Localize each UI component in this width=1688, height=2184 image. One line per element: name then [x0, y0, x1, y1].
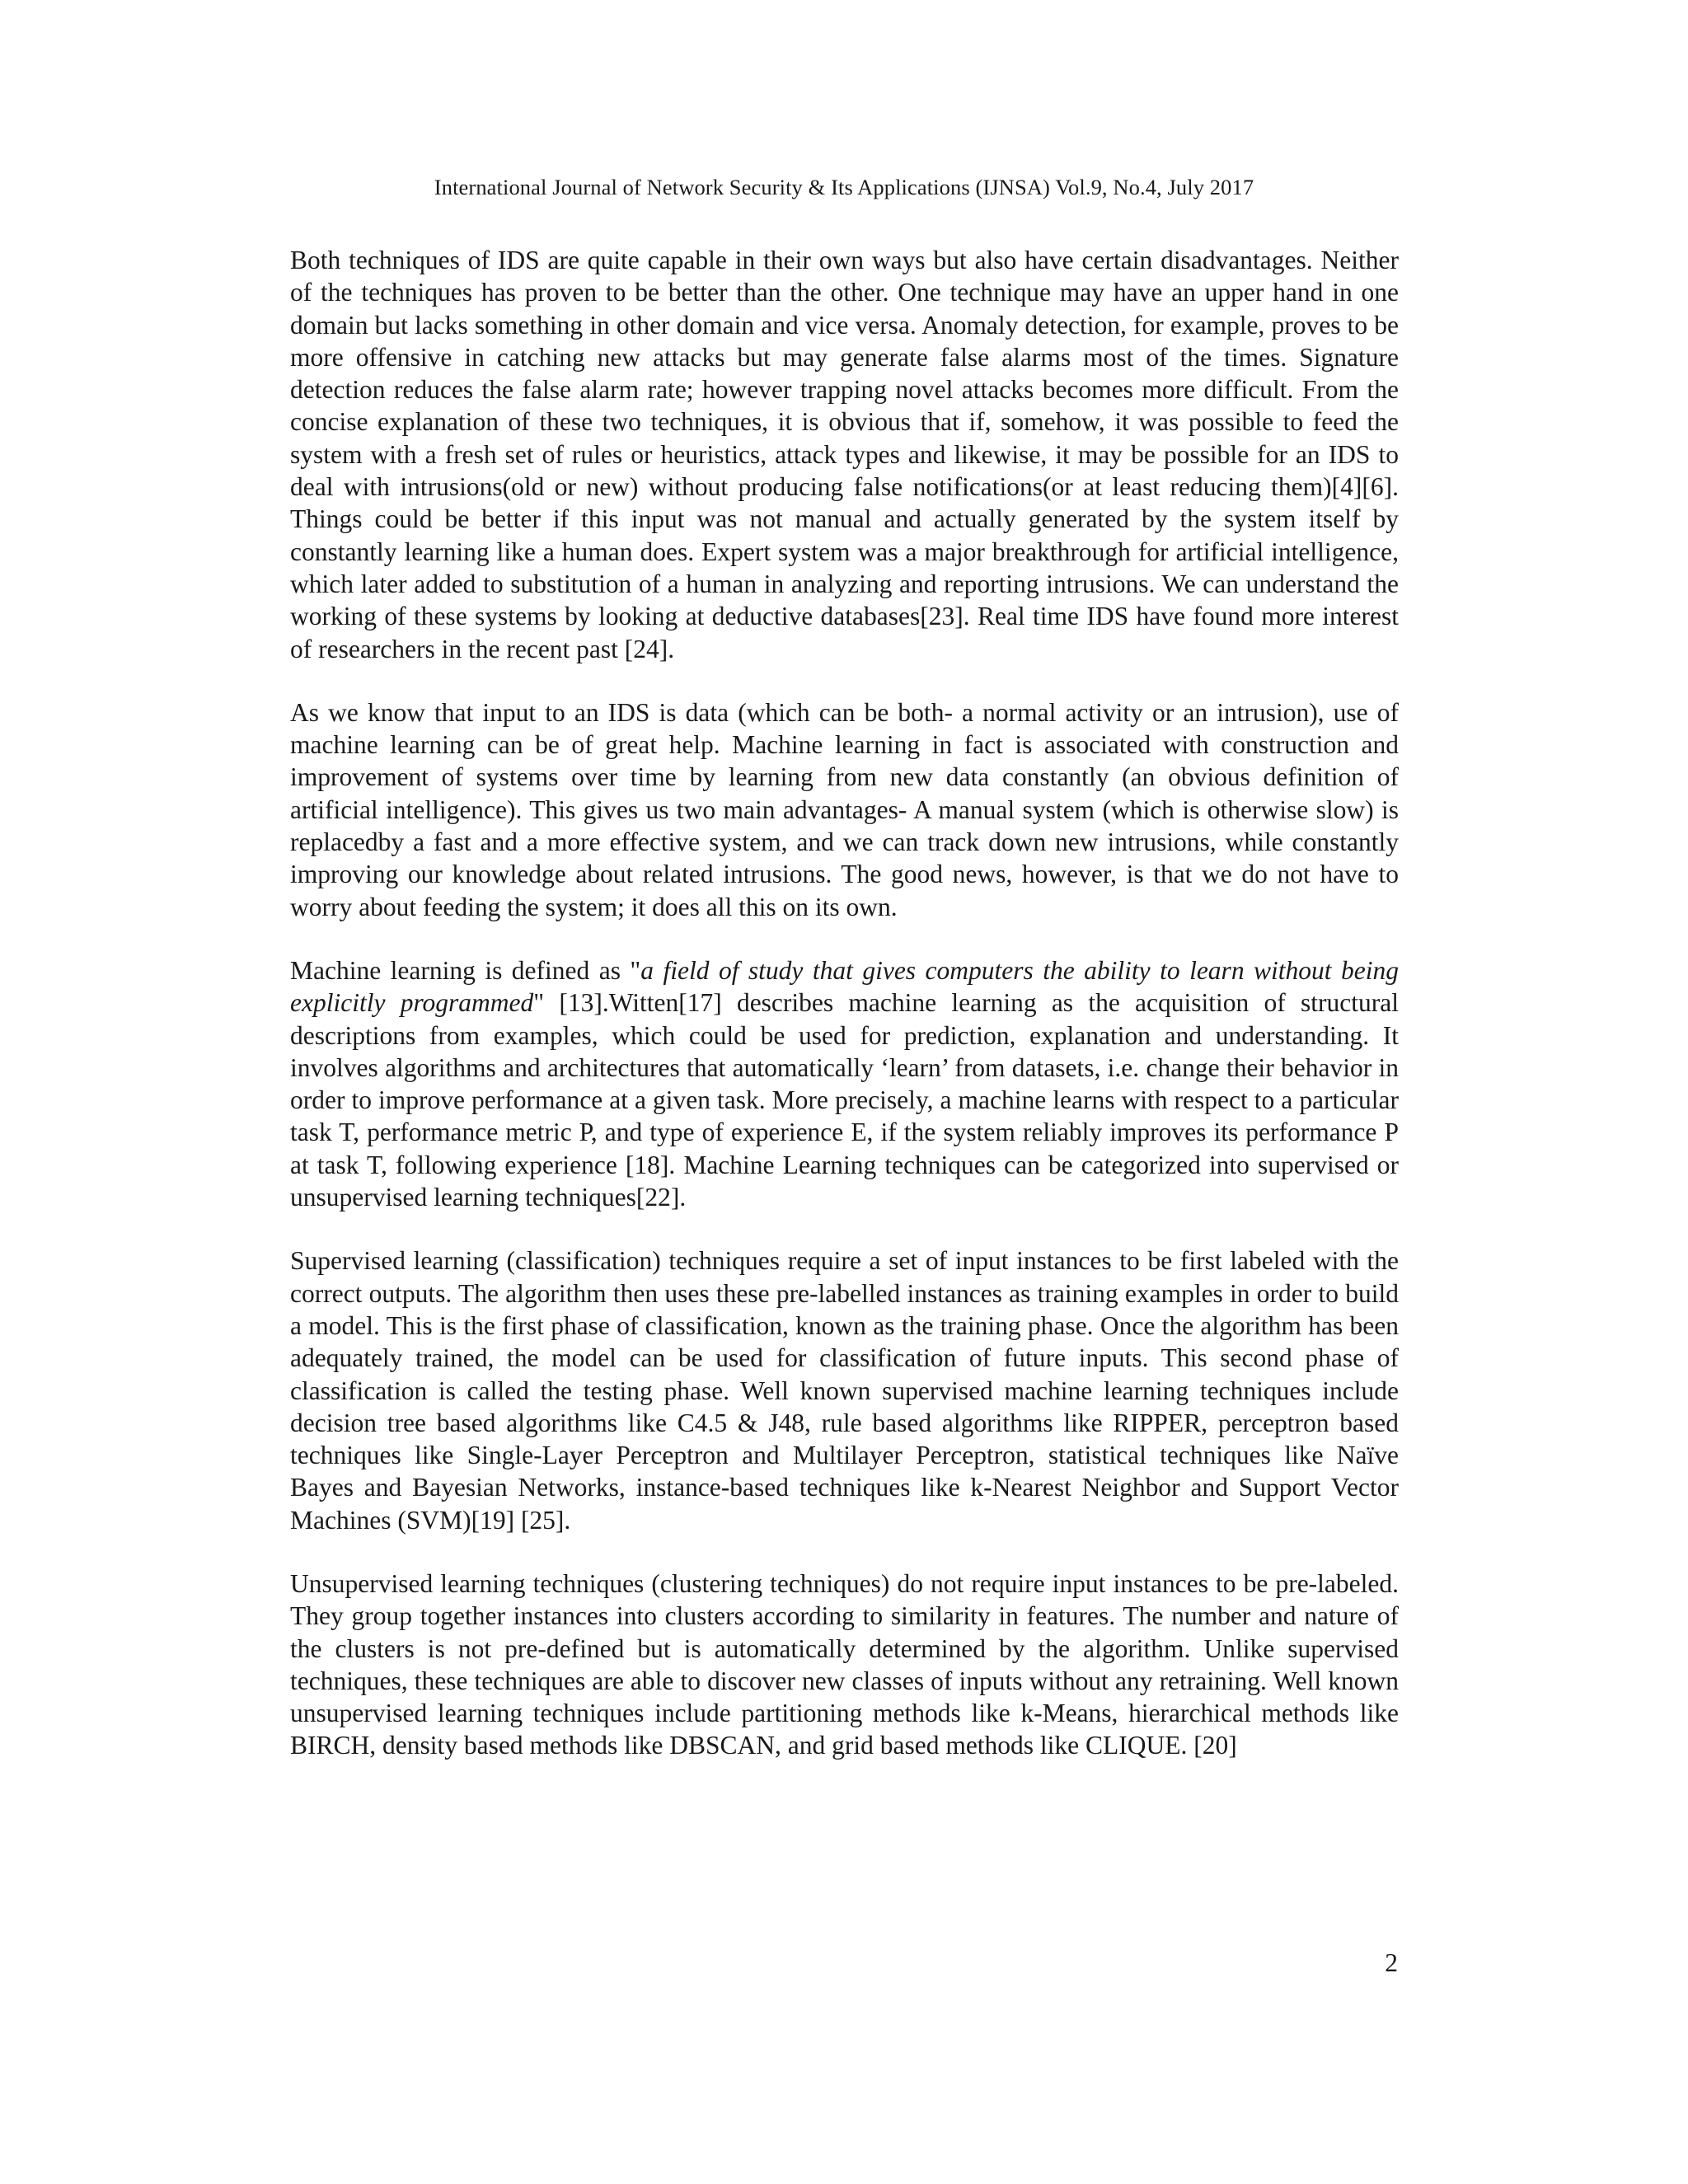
paragraph-ids-input-data: As we know that input to an IDS is data (which can be both- a normal activity or an intrusion), use of machine learning can be of great help. Machine learning in fact is associated with construction and improvement of systems over time by learning from new data constantly (an obvious definition of artificial intelligence). This gives us two main advantages- A manual system (which is otherwise slow) is replacedby a fast and a more effective system, and we can track down new intrusions, while constantly improving our knowledge about related intrusions. The good news, however, is that we do not have to worry about feeding the system; it does all this on its own. [290, 697, 1399, 921]
paragraph-unsupervised-learning: Unsupervised learning techniques (clustering techniques) do not require input instances to be pre-labeled. They group together instances into clusters according to similarity in features. The number and nature of the clusters is not pre-defined but is automatically determined by the algorithm. Unlike supervised techniques, these techniques are able to discover new classes of inputs without any retraining. Well known unsupervised learning techniques include partitioning methods like k-Means, hierarchical methods like BIRCH, density based methods like DBSCAN, and grid based methods like CLIQUE. [20] [290, 1568, 1399, 1760]
paragraph-ml-definition [290, 954, 1399, 1213]
body-text [290, 244, 1399, 1793]
ml-definition-quote: a field of study that gives computers the ability to learn without being explicitly programmed [290, 955, 1399, 1018]
journal-header: International Journal of Network Security & Its Applications (IJNSA) Vol.9, No.4, July 2017 [434, 175, 1254, 199]
paragraph-supervised-learning: Supervised learning (classification) techniques require a set of input instances to be first labeled with the correct outputs. The algorithm then uses these pre-labelled instances as training examples in order to build a model. This is the first phase of classification, known as the training phase. Once the algorithm has been adequately trained, the model can be used for classification of future inputs. This second phase of classification is called the testing phase. Well known supervised machine learning techniques include decision tree based algorithms like C4.5 & J48, rule based algorithms like RIPPER, perceptron based techniques like Single-Layer Perceptron and Multilayer Perceptron, statistical techniques like Naïve Bayes and Bayesian Networks, instance-based techniques like k-Nearest Neighbor and Support Vector Machines (SVM)[19] [25]. [290, 1246, 1399, 1535]
paragraph-ids-techniques: Both techniques of IDS are quite capable in their own ways but also have certain disadvantages. Neither of the techniques has proven to be better than the other. One technique may have an upper hand in one domain but lacks something in other domain and vice versa. Anomaly detection, for example, proves to be more offensive in catching new attacks but may generate false alarms most of the times. Signature detection reduces the false alarm rate; however trapping novel attacks becomes more difficult. From the concise explanation of these two techniques, it is obvious that if, somehow, it was possible to feed the system with a fresh set of rules or heuristics, attack types and likewise, it may be possible for an IDS to deal with intrusions(old or new) without producing false notifications(or at least reducing them)[4][6]. Things could be better if this input was not manual and actually generated by the system itself by constantly learning like a human does. Expert system was a major breakthrough for artificial intelligence, which later added to substitution of a human in analyzing and reporting intrusions. We can understand the working of these systems by looking at deductive databases[23]. Real time IDS have found more interest of researchers in the recent past [24]. [290, 246, 1399, 663]
page-number: 2 [1385, 1948, 1398, 1977]
ml-definition-lead: Machine learning is defined as " [290, 955, 641, 985]
ml-definition-rest: " [13].Witten[17] describes machine learning as the acquisition of structural descriptions from examples, which could be used for prediction, explanation and understanding. It involves algorithms and architectures that automatically ‘learn’ from datasets, i.e. change their behavior in order to improve performance at a given task. More precisely, a machine learns with respect to a particular task T, performance metric P, and type of experience E, if the system reliably improves its performance P at task T, following experience [18]. Machine Learning techniques can be categorized into supervised or unsupervised learning techniques[22]. [290, 988, 1400, 1212]
